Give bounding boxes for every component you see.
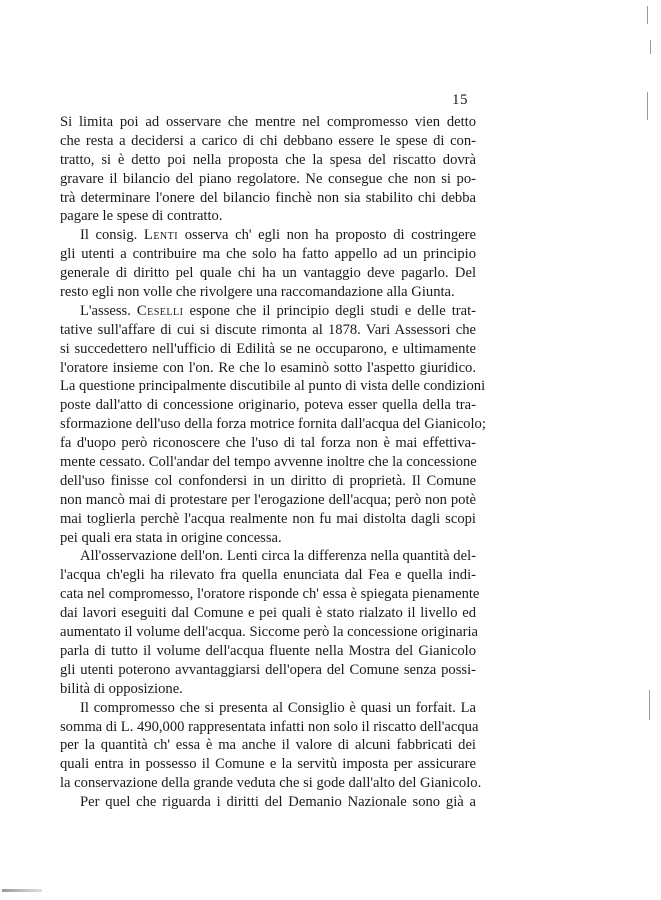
text-line: mente cessato. Coll'andar del tempo avvenne inoltre che la concessione bbox=[60, 454, 477, 471]
text-line bbox=[60, 302, 476, 321]
body-text bbox=[60, 113, 486, 812]
text-line: l'oratore insieme con l'on. Re che lo esaminò sotto l'aspetto giuridico. bbox=[60, 359, 476, 376]
text-line: dai lavori eseguiti dal Comune e pei quali è stato rialzato il livello ed bbox=[60, 605, 476, 622]
text-line: sformazione dell'uso della forza motrice fornita dall'acqua del Gianicolo; bbox=[60, 416, 486, 433]
scan-mark bbox=[650, 40, 651, 54]
text-fragment: Il consig. bbox=[80, 227, 144, 244]
text-line: pei quali era stata in origine concessa. bbox=[60, 529, 282, 546]
text-line: Si limita poi ad osservare che mentre nel compromesso vien detto bbox=[60, 114, 476, 130]
scan-mark bbox=[647, 6, 648, 24]
text-line: generale di diritto pel quale chi ha un vantaggio deve pagarlo. Del bbox=[60, 265, 476, 282]
scan-mark bbox=[649, 690, 650, 720]
text-line: l'acqua ch'egli ha rilevato fra quella enunciata dal Fea e quella indi- bbox=[60, 567, 476, 584]
text-line: resto egli non volle che rivolgere una raccomandazione alla Giunta. bbox=[60, 284, 455, 301]
scan-mark bbox=[647, 92, 648, 120]
text-line: Il compromesso che si presenta al Consiglio è quasi un forfait. La bbox=[80, 699, 476, 716]
text-line: poste dall'atto di concessione originario, poteva esser quella della tra- bbox=[60, 397, 476, 414]
text-line: dell'uso finisse col confondersi in un diritto di proprietà. Il Comune bbox=[60, 472, 476, 489]
text-fragment: osserva ch' egli non ha proposto di costringere bbox=[178, 227, 476, 244]
text-line: fa d'uopo però riconoscere che l'uso di tal forza non è mai effettiva- bbox=[60, 435, 476, 452]
text-line: non mancò mai di protestare per l'erogazione dell'acqua; però non potè bbox=[60, 491, 476, 508]
text-line: quali entra in possesso il Comune e la servitù imposta per assicurare bbox=[60, 756, 476, 773]
text-line: gli utenti poterono avvantaggiarsi dell'opera del Comune senza possi- bbox=[60, 661, 476, 678]
scan-smudge bbox=[2, 889, 42, 892]
text-fragment: L'assess. bbox=[80, 302, 137, 319]
text-line: bilità di opposizione. bbox=[60, 680, 183, 697]
speaker-name: Ceselli bbox=[136, 302, 184, 319]
text-line: tratto, si è detto poi nella proposta che la spesa del riscatto dovrà bbox=[60, 151, 476, 168]
text-line: pagare le spese di contratto. bbox=[60, 208, 223, 225]
text-line bbox=[60, 226, 476, 245]
text-line: si succedettero nell'ufficio di Edilità se ne occuparono, e ultimamente bbox=[60, 340, 476, 357]
text-line: mai toglierla perchè l'acqua realmente non fu mai distolta dagli scopi bbox=[60, 510, 476, 527]
text-line: gravare il bilancio del piano regolatore. Ne consegue che non si po- bbox=[60, 170, 476, 187]
text-line: che resta a decidersi a carico di chi debbano essere le spese di con- bbox=[60, 132, 476, 149]
text-line: cata nel compromesso, l'oratore risponde ch' essa è spiegata pienamente bbox=[60, 586, 480, 603]
text-line: All'osservazione dell'on. Lenti circa la differenza nella quantità del- bbox=[80, 548, 476, 565]
text-line: Per quel che riguarda i diritti del Demanio Nazionale sono già a bbox=[80, 794, 476, 811]
text-line: somma di L. 490,000 rappresentata infatti non solo il riscatto dell'acqua bbox=[60, 718, 479, 735]
text-line: aumentato il volume dell'acqua. Siccome però la concessione originaria bbox=[60, 624, 478, 641]
text-line: per la quantità ch' essa è ma anche il valore di alcuni fabbricati dei bbox=[60, 737, 476, 754]
text-fragment: espone che il principio degli studi e delle trat- bbox=[183, 302, 477, 319]
text-line: trà determinare l'onere del bilancio finchè non sia stabilito chi debba bbox=[60, 189, 476, 206]
text-line: gli utenti a contribuire ma che solo ha fatto appello ad un principio bbox=[60, 246, 476, 263]
page-number: 15 bbox=[452, 92, 468, 108]
text-line: La questione principalmente discutibile al punto di vista delle condizioni bbox=[60, 378, 486, 395]
text-line: tative sull'affare di cui si discute rimonta al 1878. Vari Assessori che bbox=[60, 321, 476, 338]
text-line: parla di tutto il volume dell'acqua fluente nella Mostra del Gianicolo bbox=[60, 642, 476, 659]
text-line: la conservazione della grande veduta che si gode dall'alto del Gianicolo. bbox=[60, 775, 482, 792]
scan-edge-marks bbox=[647, 0, 653, 900]
speaker-name: Lenti bbox=[143, 227, 179, 244]
